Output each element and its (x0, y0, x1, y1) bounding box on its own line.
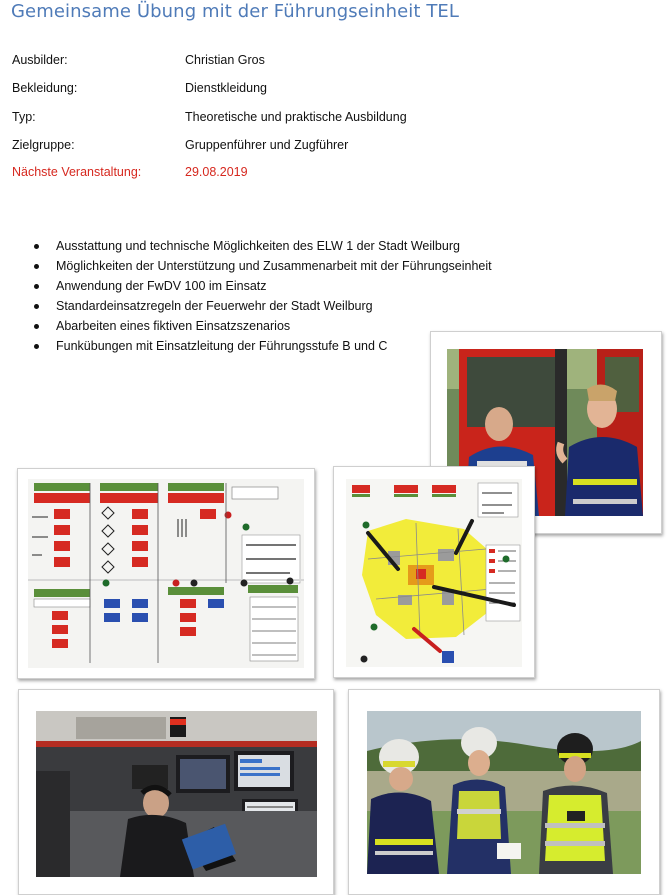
info-label: Zielgruppe: (12, 138, 75, 152)
info-label: Typ: (12, 110, 36, 124)
list-item: Abarbeiten eines fiktiven Einsatzszenarios (30, 316, 492, 336)
info-label: Bekleidung: (12, 81, 78, 95)
info-row-typ (12, 110, 652, 128)
info-value: Dienstkleidung (185, 81, 267, 95)
topic-list (30, 236, 492, 356)
list-item: Funkübungen mit Einsatzleitung der Führungsstufe B und C (30, 336, 492, 356)
info-row-ausbilder (12, 53, 652, 71)
info-value: Christian Gros (185, 53, 265, 67)
info-label: Nächste Veranstaltung: (12, 165, 142, 179)
list-item: Anwendung der FwDV 100 im Einsatz (30, 276, 492, 296)
board-photo-image (28, 479, 304, 668)
photo-tactical-board (17, 468, 315, 679)
map-photo-image (346, 479, 522, 667)
info-label: Ausbilder: (12, 53, 68, 67)
list-item: Möglichkeiten der Unterstützung und Zusammenarbeit mit der Führungseinheit (30, 256, 492, 276)
info-value: Gruppenführer und Zugführer (185, 138, 349, 152)
photo-officers-outdoors (348, 689, 660, 895)
info-value: Theoretische und praktische Ausbildung (185, 110, 407, 124)
photo-situation-map (333, 466, 535, 678)
info-row-zielgruppe (12, 138, 652, 156)
photo-command-vehicle-interior (18, 689, 334, 895)
list-item: Standardeinsatzregeln der Feuerwehr der Stadt Weilburg (30, 296, 492, 316)
control-photo-image (36, 711, 317, 877)
list-item: Ausstattung und technische Möglichkeiten des ELW 1 der Stadt Weilburg (30, 236, 492, 256)
info-row-naechste-veranstaltung (12, 165, 652, 183)
team-photo-image (367, 711, 641, 874)
info-row-bekleidung (12, 81, 652, 99)
page-title: Gemeinsame Übung mit der Führungseinheit TEL (11, 1, 460, 22)
info-value: 29.08.2019 (185, 165, 248, 179)
